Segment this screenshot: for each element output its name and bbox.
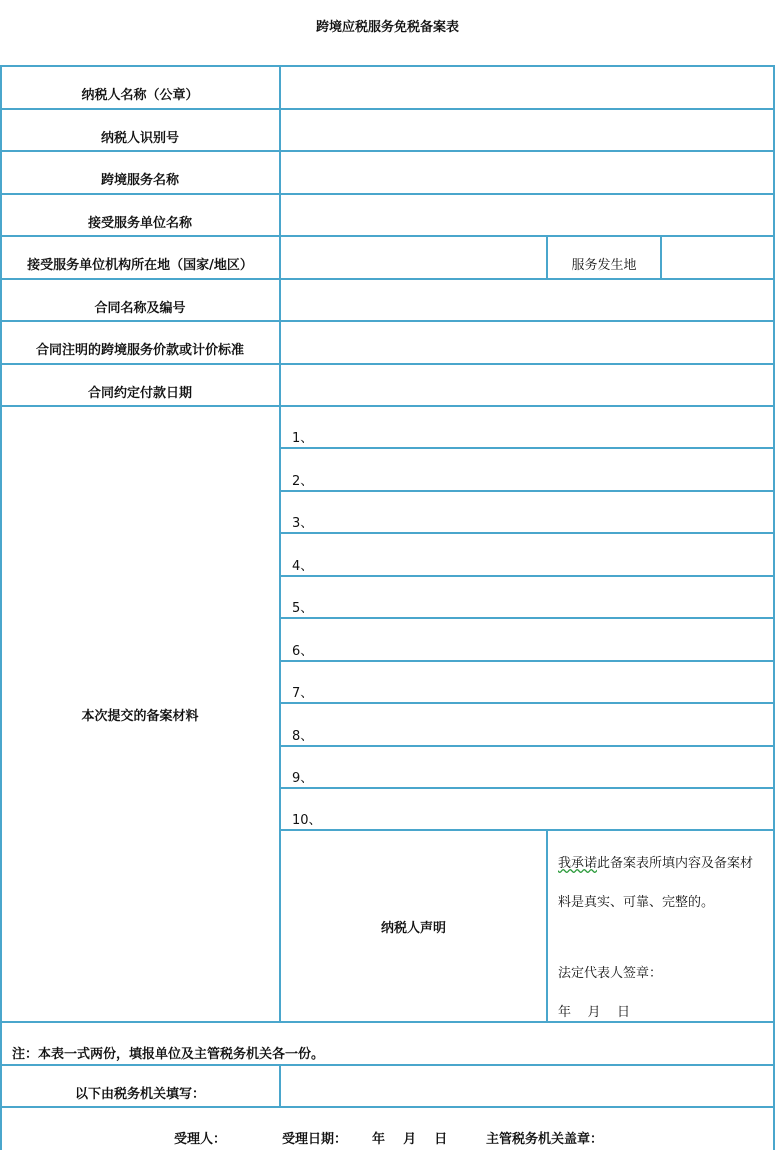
materials-item: 1、 bbox=[292, 431, 314, 446]
item-divider bbox=[280, 575, 775, 577]
label-payment-date: 合同约定付款日期 bbox=[87, 386, 192, 401]
signature-label: 法定代表人签章： bbox=[558, 966, 663, 981]
form-title: 跨境应税服务免税备案表 bbox=[315, 20, 459, 35]
materials-item: 4、 bbox=[292, 559, 314, 574]
materials-item: 7、 bbox=[292, 686, 314, 701]
tax-office-seal-label: 主管税务机关盖章： bbox=[486, 1132, 604, 1147]
item-divider bbox=[280, 787, 775, 789]
materials-item: 9、 bbox=[292, 771, 314, 786]
materials-item: 3、 bbox=[292, 516, 314, 531]
item-divider bbox=[280, 490, 775, 492]
row-divider bbox=[0, 1106, 775, 1108]
receive-date-label: 受理日期： bbox=[282, 1132, 348, 1147]
materials-item: 5、 bbox=[292, 601, 314, 616]
item-divider bbox=[280, 745, 775, 747]
column-divider bbox=[546, 829, 548, 1023]
item-divider bbox=[280, 660, 775, 662]
label-recipient-name: 接受服务单位名称 bbox=[87, 216, 192, 231]
item-divider bbox=[280, 702, 775, 704]
label-declaration: 纳税人声明 bbox=[380, 920, 446, 936]
item-divider bbox=[280, 617, 775, 619]
materials-item: 8、 bbox=[292, 729, 314, 744]
label-service-place: 服务发生地 bbox=[571, 258, 637, 273]
materials-item: 2、 bbox=[292, 474, 314, 489]
declaration-text-line2: 料是真实、可靠、完整的。 bbox=[558, 895, 715, 910]
receive-date-value: 年 月 日 bbox=[372, 1132, 448, 1147]
label-materials: 本次提交的备案材料 bbox=[81, 708, 199, 724]
materials-item: 6、 bbox=[292, 644, 314, 659]
item-divider bbox=[280, 532, 775, 534]
row-divider bbox=[0, 1021, 775, 1023]
label-contract-name: 合同名称及编号 bbox=[94, 301, 186, 316]
label-taxpayer-id: 纳税人识别号 bbox=[100, 131, 179, 146]
label-recipient-location: 接受服务单位机构所在地（国家/地区） bbox=[27, 258, 253, 273]
declaration-text-rest: 此备案表所填内容及备案材 bbox=[597, 856, 754, 871]
item-divider bbox=[280, 447, 775, 449]
label-tax-office: 以下由税务机关填写： bbox=[74, 1087, 205, 1102]
form-note: 注：本表一式两份，填报单位及主管税务机关各一份。 bbox=[12, 1047, 325, 1062]
declaration-date: 年 月 日 bbox=[558, 1005, 631, 1020]
materials-item: 10、 bbox=[292, 813, 322, 828]
receiver-label: 受理人： bbox=[174, 1132, 227, 1147]
label-taxpayer-name: 纳税人名称（公章） bbox=[81, 88, 199, 103]
declaration-text-prefix: 我承诺 bbox=[558, 856, 598, 871]
column-divider bbox=[660, 235, 662, 280]
label-contract-price: 合同注明的跨境服务价款或计价标准 bbox=[35, 343, 244, 358]
label-service-name: 跨境服务名称 bbox=[100, 173, 179, 188]
declaration-text bbox=[558, 852, 753, 871]
